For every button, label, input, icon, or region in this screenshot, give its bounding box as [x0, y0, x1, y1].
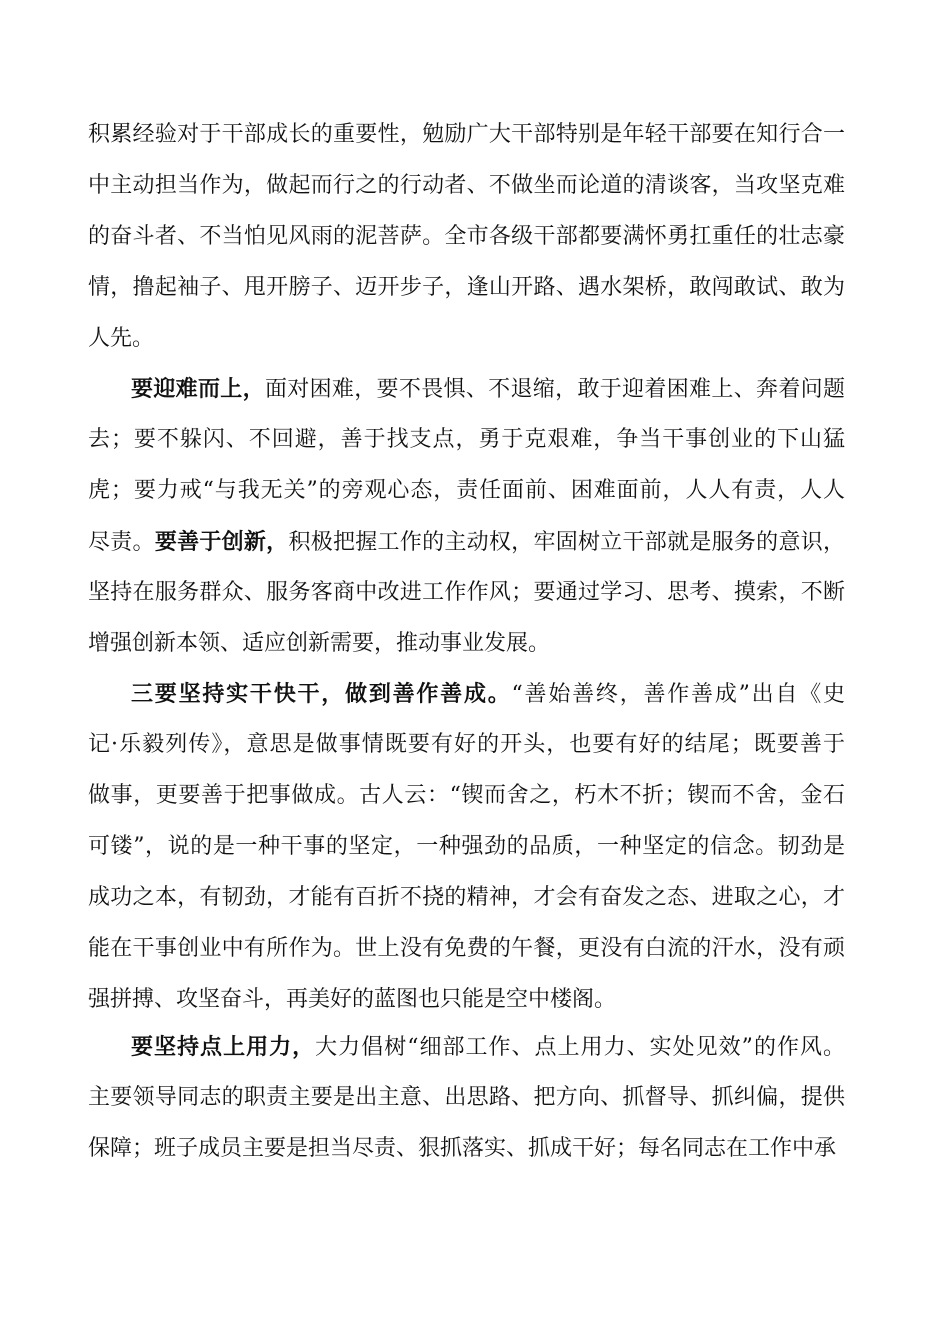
body-text: 中主动担当作为，做起而行之的行动者、不做坐而论道的清谈客，当攻坚克难 — [88, 173, 845, 198]
body-text: 情，撸起袖子、甩开膀子、迈开步子，逢山开路、遇水架桥，敢闯敢试、敢为 — [88, 275, 845, 300]
body-text: 做事，更要善于把事做成。古人云：“锲而舍之，朽木不折；锲而不舍，金石 — [88, 783, 845, 808]
text-line — [88, 526, 845, 558]
text-line — [88, 780, 845, 812]
text-line — [131, 678, 845, 710]
text-line — [88, 221, 845, 253]
body-text: 增强创新本领、适应创新需要，推动事业发展。 — [88, 631, 551, 656]
body-text: 尽责。 — [88, 530, 155, 555]
bold-heading-text: 要善于创新， — [154, 529, 289, 555]
text-line — [88, 628, 845, 660]
body-text: 去；要不躲闪、不回避，善于找支点，勇于克艰难，争当干事创业的下山猛 — [88, 427, 845, 452]
body-text: 积极把握工作的主动权，牢固树立干部就是服务的意识， — [288, 530, 845, 555]
text-line — [88, 323, 845, 355]
text-line — [88, 1133, 845, 1165]
text-line — [88, 475, 845, 507]
text-line — [88, 984, 845, 1016]
text-line — [131, 1031, 845, 1063]
body-text: 保障；班子成员主要是担当尽责、狠抓落实、抓成干好；每名同志在工作中承 — [88, 1136, 837, 1161]
text-line — [88, 831, 845, 863]
body-text: 记·乐毅列传》，意思是做事情既要有好的开头，也要有好的结尾；既要善于 — [88, 732, 845, 757]
bold-heading-text: 三要坚持实干快干，做到善作善成。 — [131, 681, 512, 707]
body-text: 大力倡树“细部工作、点上用力、实处见效”的作风。 — [315, 1035, 845, 1060]
text-line — [88, 729, 845, 761]
body-text: 能在干事创业中有所作为。世上没有免费的午餐，更没有白流的汗水，没有顽 — [88, 936, 845, 961]
body-text: 强拼搏、攻坚奋斗，再美好的蓝图也只能是空中楼阁。 — [88, 987, 617, 1012]
text-line — [88, 933, 845, 965]
text-line — [88, 424, 845, 456]
text-line — [88, 170, 845, 202]
body-text: 成功之本，有韧劲，才能有百折不挠的精神，才会有奋发之态、进取之心，才 — [88, 885, 845, 910]
text-line — [88, 882, 845, 914]
body-text: 虎；要力戒“与我无关”的旁观心态，责任面前、困难面前，人人有责，人人 — [88, 478, 845, 503]
body-text: 面对困难，要不畏惧、不退缩，敢于迎着困难上、奔着问题 — [264, 377, 845, 402]
text-line — [88, 119, 845, 151]
body-text: “善始善终，善作善成”出自《史 — [511, 682, 845, 707]
body-text: 主要领导同志的职责主要是出主意、出思路、把方向、抓督导、抓纠偏，提供 — [88, 1085, 845, 1110]
bold-heading-text: 要坚持点上用力， — [131, 1034, 316, 1060]
text-line — [88, 1082, 845, 1114]
body-text: 的奋斗者、不当怕见风雨的泥菩萨。全市各级干部都要满怀勇扛重任的壮志豪 — [88, 224, 845, 249]
body-text: 积累经验对于干部成长的重要性，勉励广大干部特别是年轻干部要在知行合一 — [88, 122, 845, 147]
text-line — [88, 577, 845, 609]
body-text: 可镂”，说的是一种干事的坚定，一种强劲的品质，一种坚定的信念。韧劲是 — [88, 834, 845, 859]
body-text: 坚持在服务群众、服务客商中改进工作作风；要通过学习、思考、摸索，不断 — [88, 580, 845, 605]
bold-heading-text: 要迎难而上， — [131, 376, 265, 402]
text-line — [88, 272, 845, 304]
body-text: 人先。 — [88, 326, 155, 351]
text-line — [131, 373, 845, 405]
